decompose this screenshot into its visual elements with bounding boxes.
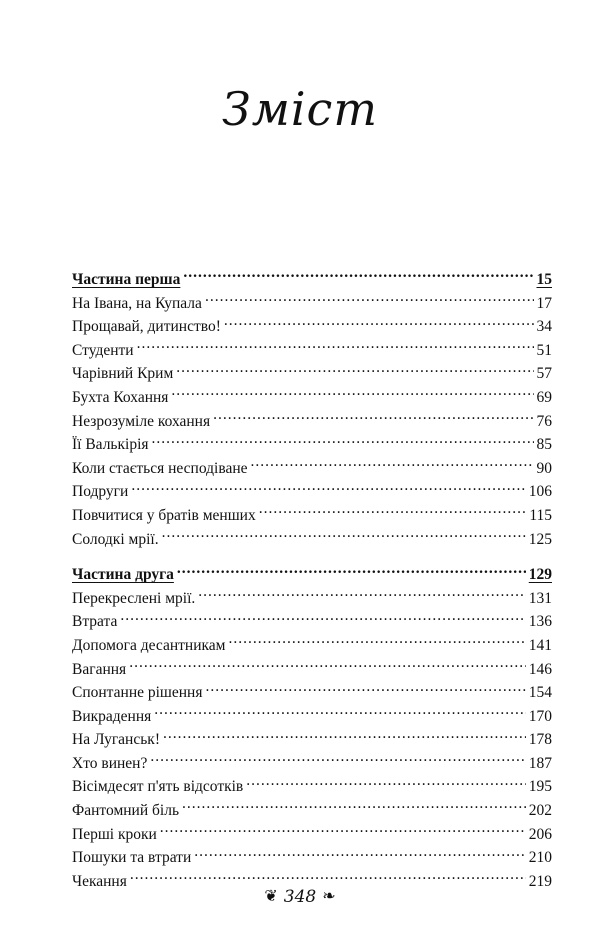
toc-entry[interactable]: [72, 634, 552, 658]
toc-entry-title: Чекання: [72, 872, 127, 890]
toc-entry-title: Коли стається несподіване: [72, 459, 248, 477]
toc-entry[interactable]: [72, 752, 552, 776]
dot-leader: [137, 339, 534, 355]
toc-part-heading[interactable]: [72, 563, 552, 587]
toc-entry[interactable]: [72, 339, 552, 363]
toc-entry-title: Перекреслені мрії.: [72, 589, 196, 607]
toc-entry-title: Спонтанне рішення: [72, 684, 203, 702]
toc-entry[interactable]: [72, 823, 552, 847]
toc-entry-page: 34: [536, 318, 552, 336]
toc-entry-page: 202: [528, 802, 552, 820]
toc-entry-page: 219: [528, 872, 552, 890]
toc-entry-title: Втрата: [72, 613, 118, 631]
toc-entry-page: 141: [528, 636, 552, 654]
toc-entry-title: Повчитися у братів менших: [72, 506, 256, 524]
toc-part-page: 15: [536, 271, 552, 288]
toc-entry[interactable]: [72, 362, 552, 386]
toc-entry[interactable]: [72, 681, 552, 705]
dot-leader: [129, 658, 526, 674]
dot-leader: [182, 800, 526, 816]
toc-entry-page: 85: [536, 436, 552, 454]
toc-entry-title: Вагання: [72, 660, 127, 678]
dot-leader: [213, 410, 533, 426]
dot-leader: [163, 729, 526, 745]
toc-entry[interactable]: [72, 846, 552, 870]
ornament-left-icon: ❦: [264, 886, 278, 905]
toc-entry-title: Пошуки та втрати: [72, 849, 192, 867]
toc-entry-page: 195: [528, 778, 552, 796]
toc-entry-page: 136: [528, 613, 552, 631]
toc-entry[interactable]: [72, 504, 552, 528]
toc-entry-page: 76: [536, 412, 552, 430]
toc-entry-title: Хто винен?: [72, 754, 148, 772]
dot-leader: [176, 363, 533, 379]
toc-entry[interactable]: [72, 775, 552, 799]
toc-entry-page: 17: [536, 294, 552, 312]
toc-entry-title: На Луганськ!: [72, 731, 160, 749]
toc-entry-page: 154: [528, 684, 552, 702]
toc-entry[interactable]: [72, 728, 552, 752]
toc-entry-page: 69: [536, 388, 552, 406]
dot-leader: [150, 752, 525, 768]
toc-entry[interactable]: [72, 457, 552, 481]
dot-leader: [130, 870, 526, 886]
dot-leader: [154, 705, 525, 721]
toc-entry-page: 170: [528, 707, 552, 725]
toc-entry-title: Бухта Кохання: [72, 388, 169, 406]
page-title: Зміст: [222, 82, 378, 136]
toc-entry[interactable]: [72, 292, 552, 316]
toc-entry-title: Подруги: [72, 483, 129, 501]
dot-leader: [177, 564, 526, 580]
dot-leader: [152, 434, 534, 450]
toc-entry-page: 106: [528, 483, 552, 501]
dot-leader: [198, 587, 525, 603]
toc-entry[interactable]: [72, 433, 552, 457]
toc-entry-page: 206: [528, 825, 552, 843]
dot-leader: [162, 528, 526, 544]
toc-entry-page: 178: [528, 731, 552, 749]
toc-entry[interactable]: [72, 610, 552, 634]
dot-leader: [131, 481, 525, 497]
toc-entry-page: 57: [536, 365, 552, 383]
dot-leader: [171, 386, 533, 402]
toc-entry-title: Незрозуміле кохання: [72, 412, 211, 430]
toc-entry-title: Допомога десантникам: [72, 636, 226, 654]
toc-entry-page: 146: [528, 660, 552, 678]
dot-leader: [120, 611, 525, 627]
toc-entry-title: Вісімдесят п'ять відсотків: [72, 778, 244, 796]
toc-entry-title: Фантомний біль: [72, 802, 180, 820]
toc-entry-title: Перші кроки: [72, 825, 157, 843]
toc-entry-page: 51: [536, 341, 552, 359]
toc-entry[interactable]: [72, 528, 552, 552]
toc-entry[interactable]: [72, 480, 552, 504]
page-footer: [0, 886, 600, 907]
toc-entry-page: 187: [528, 754, 552, 772]
toc-entry[interactable]: [72, 799, 552, 823]
toc-entry-page: 210: [528, 849, 552, 867]
toc-entry-title: На Івана, на Купала: [72, 294, 202, 312]
toc-part-title: Частина друга: [72, 566, 174, 584]
toc-entry[interactable]: [72, 658, 552, 682]
dot-leader: [229, 634, 526, 650]
dot-leader: [259, 504, 527, 520]
toc-entry-page: 115: [529, 506, 552, 524]
toc-entry[interactable]: [72, 386, 552, 410]
dot-leader: [194, 847, 526, 863]
toc-entry[interactable]: [72, 410, 552, 434]
toc-part-heading[interactable]: [72, 268, 552, 292]
dot-leader: [224, 316, 534, 332]
dot-leader: [160, 823, 526, 839]
toc-entry-title: Її Валькірія: [72, 436, 149, 454]
toc-part-title: Частина перша: [72, 271, 181, 288]
ornament-right-icon: ❧: [322, 886, 336, 905]
toc-entry[interactable]: [72, 705, 552, 729]
toc-entry[interactable]: [72, 587, 552, 611]
toc-part-page: 129: [528, 566, 552, 584]
toc-entry-title: Викрадення: [72, 707, 152, 725]
toc-entry-title: Студенти: [72, 341, 134, 359]
dot-leader: [251, 457, 534, 473]
toc-entry-title: Солодкі мрії.: [72, 530, 159, 548]
toc-entry-page: 90: [536, 459, 552, 477]
table-of-contents: [72, 268, 552, 893]
dot-leader: [205, 682, 525, 698]
toc-entry-page: 131: [528, 589, 552, 607]
toc-entry-title: Прощавай, дитинство!: [72, 318, 221, 336]
toc-entry[interactable]: [72, 315, 552, 339]
toc-entry-page: 125: [528, 530, 552, 548]
dot-leader: [183, 269, 533, 285]
part-spacer: [72, 551, 552, 563]
dot-leader: [246, 776, 526, 792]
dot-leader: [205, 292, 534, 308]
page-number: 348: [283, 887, 317, 907]
toc-entry-title: Чарівний Крим: [72, 365, 174, 383]
